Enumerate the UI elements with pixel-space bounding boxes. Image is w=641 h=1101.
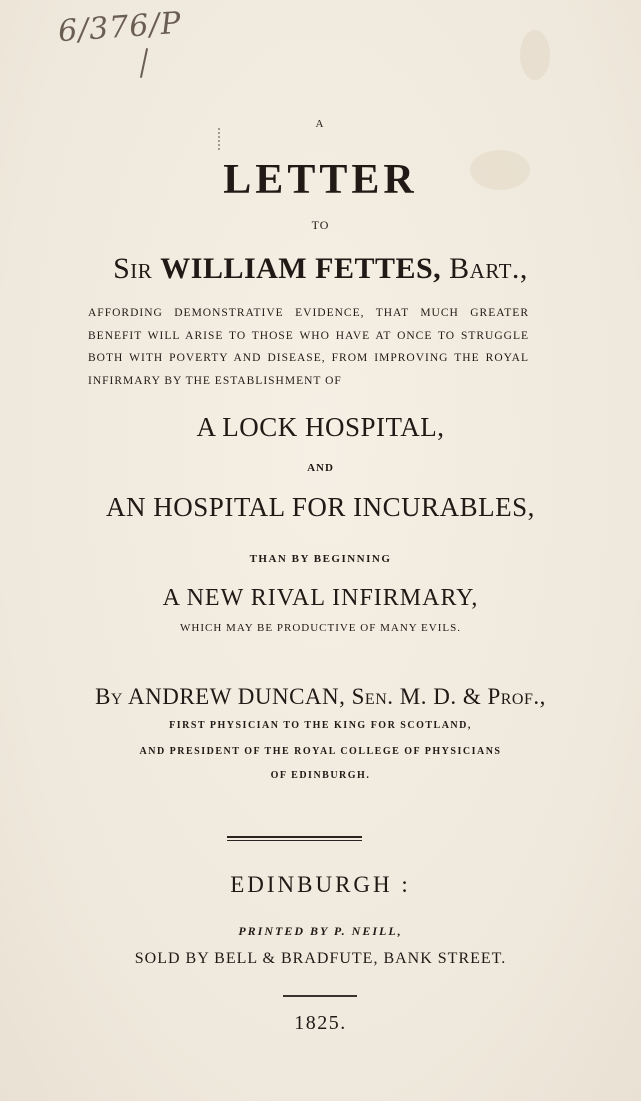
author-title-line: AND PRESIDENT OF THE ROYAL COLLEGE OF PHYSICIANS — [139, 746, 502, 757]
incurables-heading: AN HOSPITAL FOR INCURABLES, — [106, 492, 535, 522]
year-rule — [283, 995, 357, 997]
evils-line: WHICH MAY BE PRODUCTIVE OF MANY EVILS. — [180, 622, 461, 634]
subtitle-line: AFFORDING DEMONSTRATIVE EVIDENCE, THAT MUCH GREATER — [88, 307, 529, 319]
title-article: A — [315, 118, 326, 130]
divider-rule — [227, 840, 362, 841]
subtitle-paragraph — [88, 302, 529, 392]
recipient-line — [0, 252, 641, 286]
author-title-line: FIRST PHYSICIAN TO THE KING FOR SCOTLAND, — [169, 720, 472, 731]
title-to: TO — [311, 218, 330, 232]
handwritten-shelfmark: 6/376/P — [56, 5, 183, 50]
imprint-seller: SOLD BY BELL & BRADFUTE, BANK STREET. — [134, 950, 507, 967]
divider-rule — [227, 836, 362, 838]
and-connector: AND — [307, 462, 334, 474]
author-by: By — [95, 684, 123, 709]
author-title-line: OF EDINBURGH. — [270, 770, 371, 781]
recipient-name: WILLIAM FETTES, — [160, 252, 442, 285]
subtitle-line: INFIRMARY BY THE ESTABLISHMENT OF — [88, 374, 342, 387]
page-title: LETTER — [223, 157, 418, 203]
pencil-mark — [218, 128, 232, 150]
imprint-year: 1825. — [294, 1012, 347, 1034]
imprint-city: EDINBURGH : — [230, 872, 411, 897]
foxing-stain — [520, 30, 550, 80]
rival-infirmary-heading: A NEW RIVAL INFIRMARY, — [162, 585, 479, 611]
recipient-suffix: Bart., — [449, 252, 528, 285]
imprint-printer: PRINTED BY P. NEILL, — [238, 924, 403, 938]
recipient-prefix: Sir — [113, 252, 153, 285]
than-line: THAN BY BEGINNING — [249, 553, 392, 565]
subtitle-line: BENEFIT WILL ARISE TO THOSE WHO HAVE AT ONCE TO STRUGGLE — [88, 329, 529, 342]
lock-hospital-heading: A LOCK HOSPITAL, — [196, 412, 445, 442]
handwritten-stroke — [140, 48, 148, 78]
author-name: ANDREW DUNCAN, — [127, 684, 346, 709]
author-line — [0, 684, 641, 710]
author-credentials: Sen. M. D. & Prof., — [351, 684, 546, 709]
subtitle-line: BOTH WITH POVERTY AND DISEASE, FROM IMPROVING THE ROYAL — [88, 352, 529, 364]
